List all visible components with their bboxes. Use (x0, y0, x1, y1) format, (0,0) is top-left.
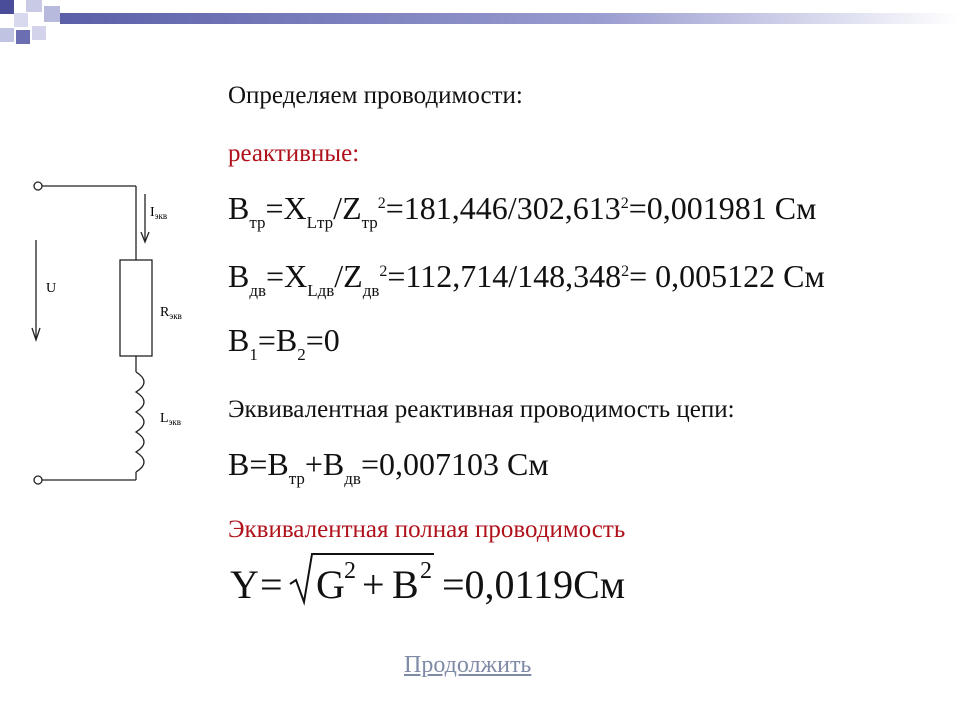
resistor-symbol (120, 260, 152, 356)
inductor-label: L (160, 411, 169, 426)
svg-text:=0,0119См: =0,0119См (442, 562, 626, 607)
svg-text:Iэкв: $I_{экв}$ (150, 205, 168, 221)
voltage-label: U (46, 281, 57, 296)
svg-text:2: 2 (420, 558, 432, 584)
top-terminal (34, 182, 42, 190)
svg-text:2: 2 (344, 558, 356, 584)
svg-text:=: = (260, 562, 283, 607)
svg-text:Y: Y (230, 562, 259, 607)
svg-text:Rэкв: $R_{экв}$ (160, 305, 182, 321)
formula-b-tr: $B_{тр}=X_{Lтр}/Z_{тр}^2=181,446/302,613^2=0,001981$ См (228, 190, 817, 233)
heading: Определяем проводимости: (228, 82, 523, 109)
svg-text:Lэкв: $L_{экв}$ (160, 411, 182, 427)
inductor-coil (136, 372, 144, 472)
corner-decoration (0, 0, 960, 60)
formula-b1-b2: $B_1=B_2=0$ (228, 322, 340, 365)
resistor-label: R (160, 305, 170, 320)
admittance-formula (226, 548, 646, 618)
formula-b-total: $B=B_{тр}+B_{дв}=0,007103$ См (228, 446, 549, 489)
bottom-terminal (34, 476, 42, 484)
svg-text:G: G (316, 562, 345, 607)
continue-link[interactable]: Продолжить (404, 652, 532, 678)
current-label: I (150, 205, 155, 220)
equiv-reactive-label: Эквивалентная реактивная проводимость цепи: (228, 396, 735, 423)
equiv-full-label: Эквивалентная полная проводимость (228, 516, 626, 543)
svg-text:B: B (392, 562, 419, 607)
svg-text:+: + (362, 562, 385, 607)
formula-b-dv: $B_{дв}=X_{Lдв}/Z_{дв}^2=112,714/148,348^2= 0,005122$ См (228, 258, 825, 301)
reactive-label: реактивные: (228, 140, 360, 167)
circuit-diagram (0, 160, 230, 500)
